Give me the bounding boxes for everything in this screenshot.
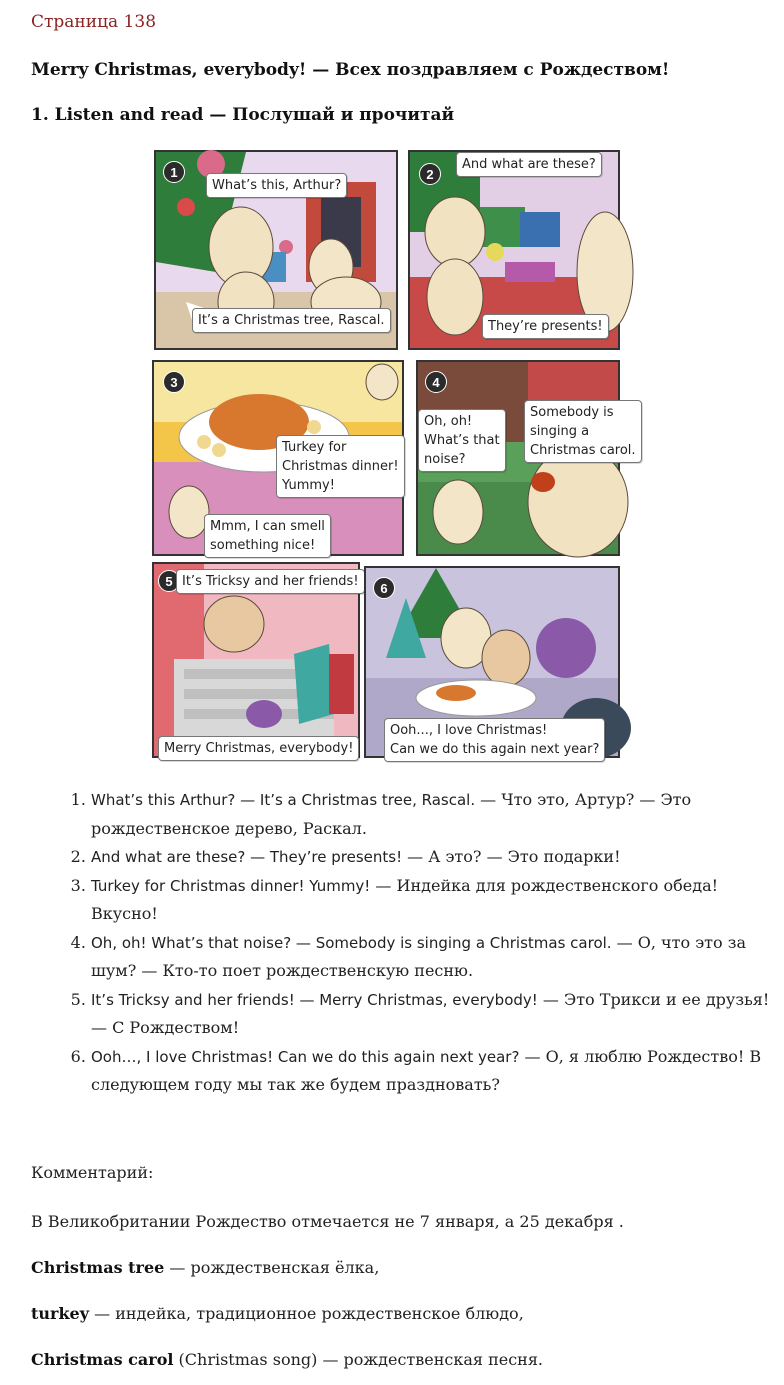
comic-panel-1 [154, 150, 398, 350]
speech-bubble: Merry Christmas, everybody! [158, 736, 359, 761]
speech-bubble: Somebody is singing a Christmas carol. [524, 400, 642, 463]
glossary-definition: (Christmas song) — рождественская песня. [173, 1350, 544, 1369]
comic-panel-6 [364, 566, 620, 758]
list-item [91, 843, 781, 872]
russian-translation: — Индейка для рождественского обеда! Вкусно! [91, 875, 719, 923]
translation-list [70, 786, 781, 1100]
speech-bubble: Turkey for Christmas dinner! Yummy! [276, 435, 405, 498]
lesson-title: Merry Christmas, everybody! — Всех поздравляем с Рождеством! [31, 60, 670, 80]
panel-number: 5 [158, 570, 180, 592]
comic-panel-4 [416, 360, 636, 556]
russian-translation: — О, я люблю Рождество! В следующем году мы так же будем праздновать? [91, 1046, 762, 1094]
speech-bubble: And what are these? [456, 152, 602, 177]
russian-translation: — Что это, Артур? — Это рождественское дерево, Раскал. [91, 790, 692, 838]
panel-number: 1 [163, 161, 185, 183]
english-phrase: Ooh…, I love Christmas! Can we do this again next year? [91, 1047, 520, 1066]
speech-bubble: Mmm, I can smell something nice! [204, 514, 331, 558]
glossary-term: turkey [31, 1304, 90, 1323]
list-item [91, 1043, 781, 1100]
english-phrase: Oh, oh! What’s that noise? — Somebody is singing a Christmas carol. [91, 933, 612, 952]
panel-number: 2 [419, 163, 441, 185]
speech-bubble: Oh, oh! What’s that noise? [418, 409, 506, 472]
list-item [91, 986, 781, 1043]
speech-bubble: It’s a Christmas tree, Rascal. [192, 308, 391, 333]
glossary-term: Christmas carol [31, 1350, 174, 1369]
russian-translation: — О, что это за шум? — Кто-то поет рождественскую песню. [91, 932, 746, 980]
list-item [91, 786, 781, 843]
english-phrase: Turkey for Christmas dinner! Yummy! [91, 876, 371, 895]
glossary-entry [31, 1258, 379, 1277]
comic-panel-2 [408, 150, 620, 350]
glossary-definition: — рождественская ёлка, [164, 1258, 380, 1277]
glossary-entry [31, 1350, 543, 1369]
speech-bubble: What’s this, Arthur? [206, 173, 347, 198]
glossary-term: Christmas tree [31, 1258, 165, 1277]
english-phrase: It’s Tricksy and her friends! — Merry Christmas, everybody! [91, 990, 538, 1009]
speech-bubble: They’re presents! [482, 314, 609, 339]
panel-number: 6 [373, 577, 395, 599]
speech-bubble: It’s Tricksy and her friends! [176, 569, 365, 594]
page-number: Страница 138 [31, 12, 157, 32]
russian-translation: — А это? — Это подарки! [402, 847, 621, 866]
comic-illustration [152, 148, 636, 758]
english-phrase: And what are these? — They’re presents! [91, 848, 403, 866]
panel-number: 4 [425, 371, 447, 393]
glossary-entry [31, 1304, 524, 1323]
speech-bubble: Ooh..., I love Christmas! Can we do this again next year? [384, 718, 605, 762]
list-item [91, 872, 781, 929]
exercise-heading: 1. Listen and read — Послушай и прочитай [31, 105, 455, 125]
english-phrase: What’s this Arthur? — It’s a Christmas tree, Rascal. [91, 791, 476, 809]
panel-number: 3 [163, 371, 185, 393]
glossary-definition: — индейка, традиционное рождественское блюдо, [89, 1304, 524, 1323]
comic-panel-5 [152, 562, 360, 758]
comic-panel-3 [152, 360, 404, 556]
list-item [91, 929, 781, 986]
russian-translation: — Это Трикси и ее друзья! — С Рождеством! [91, 989, 770, 1037]
comment-label: Комментарий: [31, 1163, 154, 1182]
culture-note: В Великобритании Рождество отмечается не 7 января, а 25 декабря . [31, 1212, 624, 1231]
